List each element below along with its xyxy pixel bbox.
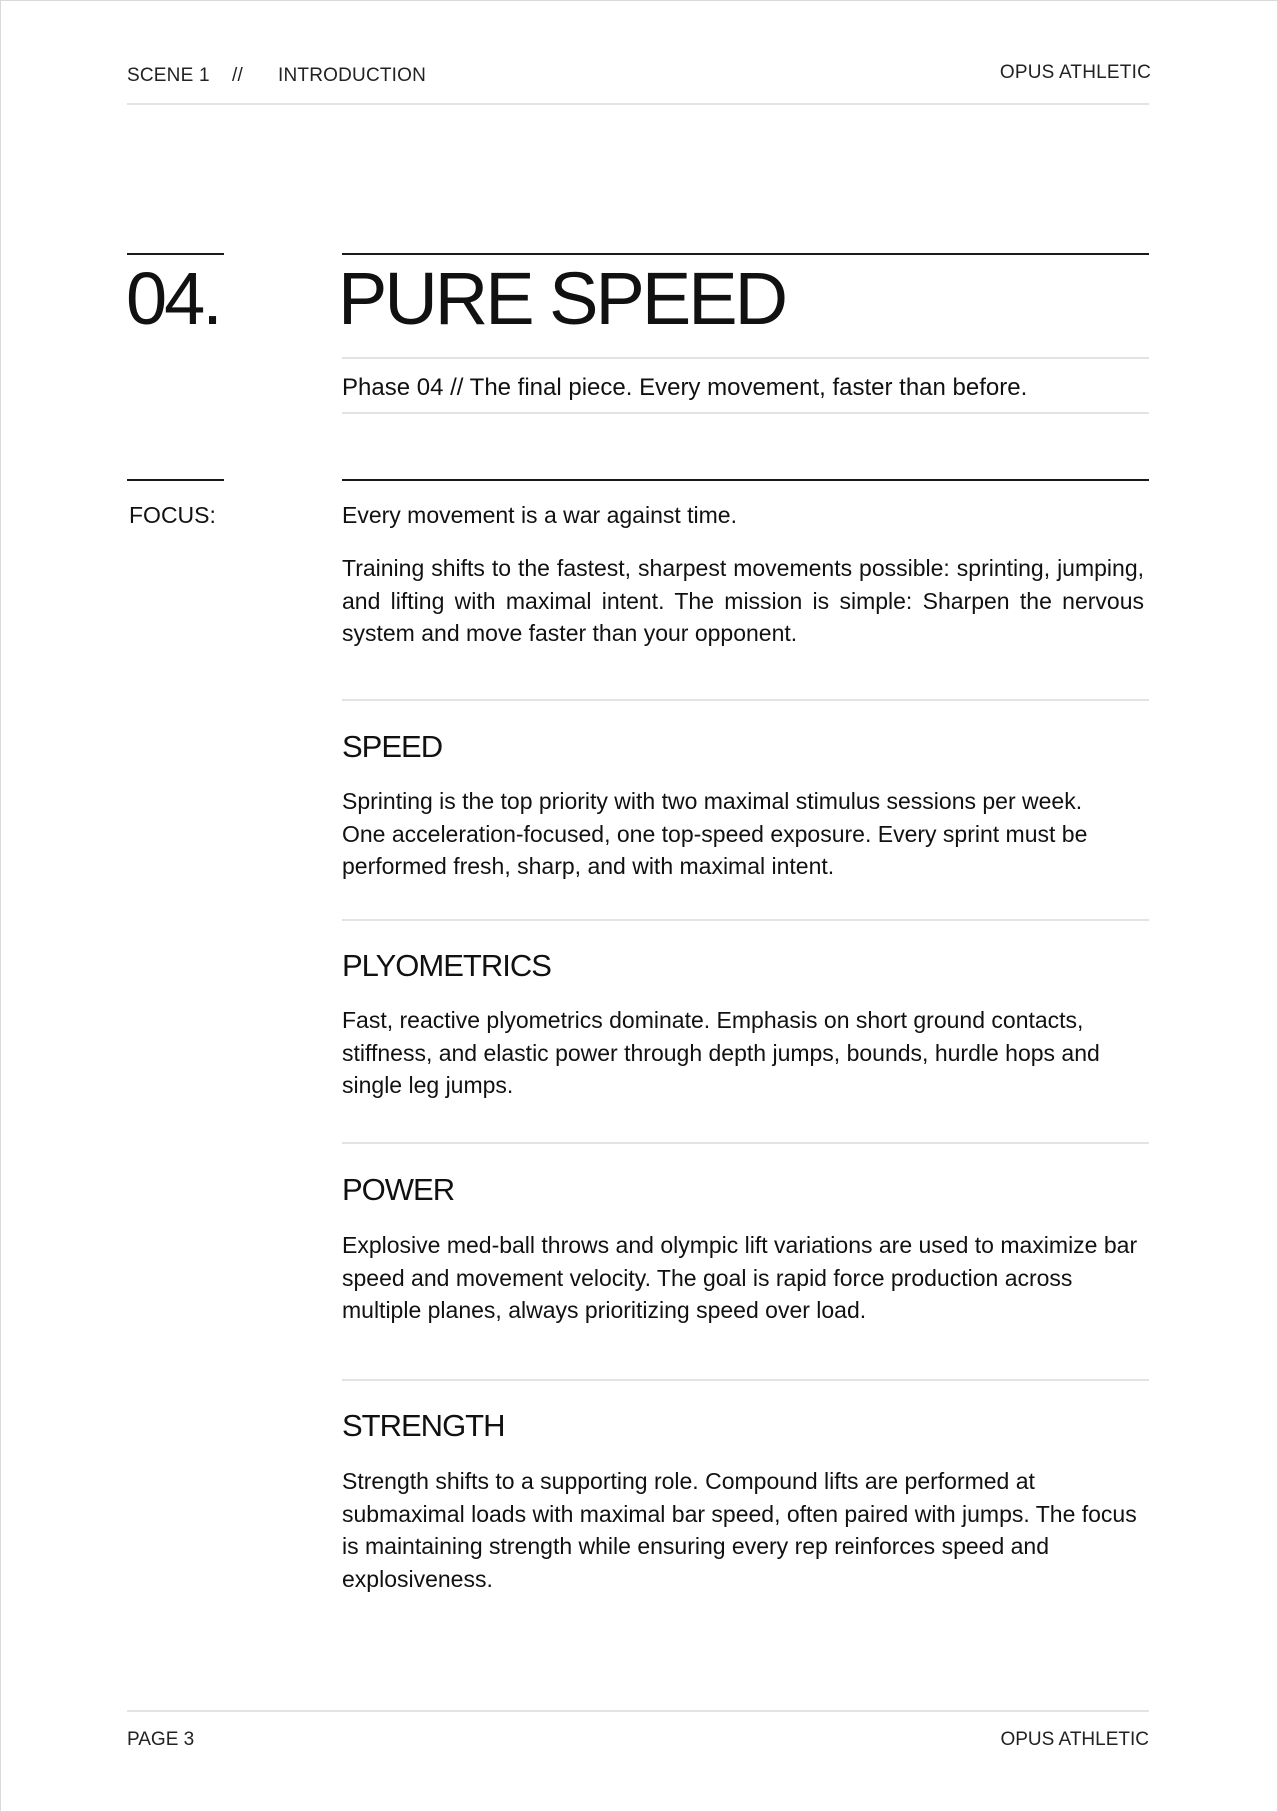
phase-number: 04.: [126, 257, 220, 340]
section-body-power: [342, 1229, 1152, 1327]
title-rule: [342, 253, 1149, 255]
phase-title: PURE SPEED: [338, 257, 786, 340]
section-title-power: POWER: [342, 1172, 455, 1207]
section-title-plyometrics: PLYOMETRICS: [342, 948, 551, 983]
section-line: Sprinting is the top priority with two maximal stimulus sessions per week.: [342, 788, 1083, 814]
section-body-plyometrics: [342, 1004, 1152, 1102]
section-line: stiffness, and elastic power through depth jumps, bounds, hurdle hops and: [342, 1039, 1100, 1066]
title-divider: [342, 357, 1149, 359]
section-line: One acceleration-focused, one top-speed exposure. Every sprint must be: [342, 820, 1088, 847]
section-line: speed and movement velocity. The goal is rapid force production across: [342, 1264, 1073, 1291]
section-line: Fast, reactive plyometrics dominate. Emphasis on short ground contacts,: [342, 1007, 1084, 1033]
focus-label: FOCUS:: [129, 502, 216, 528]
section-line: is maintaining strength while ensuring every rep reinforces speed and: [342, 1533, 1050, 1559]
section-divider: [342, 1379, 1149, 1381]
focus-paragraph: Training shifts to the fastest, sharpest movements possible: sprinting, jumping, and lifting with maximal intent. The mission is simple: Sharpen the nervous system and move faster than your opponent.: [342, 555, 1144, 646]
section-line: Strength shifts to a supporting role. Compound lifts are performed at: [342, 1468, 1035, 1494]
header-scene: SCENE 1: [127, 65, 210, 86]
section-title-strength: STRENGTH: [342, 1408, 505, 1443]
section-title-speed: SPEED: [342, 729, 443, 764]
section-body-speed: [342, 785, 1152, 883]
header-divider: [127, 103, 1149, 105]
number-rule: [127, 253, 224, 255]
section-divider: [342, 699, 1149, 701]
header-separator: //: [232, 65, 243, 86]
focus-rule: [342, 479, 1149, 481]
section-body-strength: [342, 1465, 1152, 1595]
footer-page-number: PAGE 3: [127, 1729, 195, 1750]
focus-lead: Every movement is a war against time.: [342, 502, 737, 528]
section-divider: [342, 1142, 1149, 1144]
footer-brand: OPUS ATHLETIC: [1000, 1729, 1149, 1750]
section-divider: [342, 919, 1149, 921]
section-line: Explosive med-ball throws and olympic lift variations are used to maximize bar: [342, 1232, 1138, 1258]
section-line: performed fresh, sharp, and with maximal intent.: [342, 853, 835, 879]
section-line: single leg jumps.: [342, 1072, 514, 1098]
header-brand: OPUS ATHLETIC: [999, 62, 1151, 83]
focus-label-rule: [127, 479, 224, 481]
footer-divider: [127, 1710, 1149, 1712]
section-line: multiple planes, always prioritizing speed over load.: [342, 1297, 867, 1323]
phase-subtitle: Phase 04 // The final piece. Every movement, faster than before.: [342, 374, 1028, 401]
header-section: INTRODUCTION: [278, 65, 427, 86]
subtitle-divider: [342, 412, 1149, 414]
section-line: explosiveness.: [342, 1565, 493, 1592]
section-line: submaximal loads with maximal bar speed, often paired with jumps. The focus: [342, 1500, 1137, 1527]
